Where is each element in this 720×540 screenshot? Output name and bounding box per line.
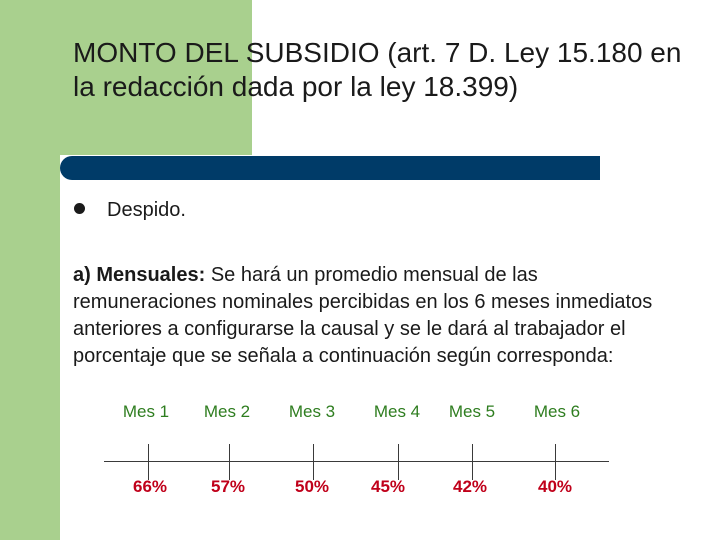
percentage-label: 50% — [294, 477, 330, 496]
percentage-label: 45% — [370, 477, 406, 496]
percentage-label: 57% — [210, 477, 246, 496]
timeline-tick — [313, 444, 314, 480]
month-label: Mes 2 — [203, 402, 251, 421]
percentage-label: 40% — [537, 477, 573, 496]
percentage-label: 66% — [132, 477, 168, 496]
paragraph-text: Se hará un promedio mensual de las remuneraciones nominales percibidas en los 6 meses inmediatos anteriores a configurarse la causal y se le dará al trabajador el porcentaje que se señala a continuación según corresponda: — [73, 264, 653, 367]
timeline-tick — [229, 444, 230, 480]
timeline-tick — [472, 444, 473, 480]
percentage-label: 42% — [452, 477, 488, 496]
paragraph-label: a) Mensuales: — [73, 264, 206, 286]
slide-title: MONTO DEL SUBSIDIO (art. 7 D. Ley 15.180 en la redacción dada por la ley 18.399) — [73, 37, 682, 102]
month-label: Mes 4 — [373, 402, 421, 421]
month-label: Mes 1 — [122, 402, 170, 421]
bullet-text: Despido. — [107, 199, 186, 221]
timeline-axis — [104, 461, 609, 462]
timeline-tick — [148, 444, 149, 480]
timeline-tick — [398, 444, 399, 480]
timeline-tick — [555, 444, 556, 480]
month-label: Mes 6 — [533, 402, 581, 421]
month-label: Mes 3 — [288, 402, 336, 421]
month-label: Mes 5 — [448, 402, 496, 421]
